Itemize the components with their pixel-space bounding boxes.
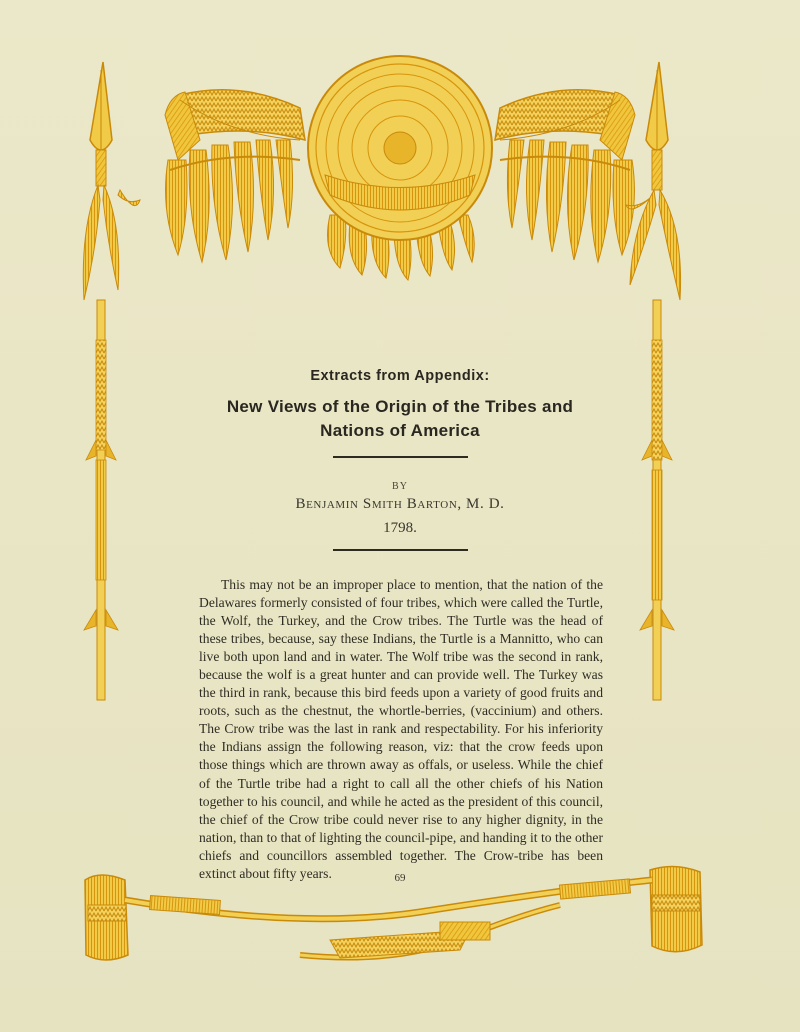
shield-and-headdress-illustration: [165, 56, 635, 280]
right-headdress: [495, 90, 635, 262]
round-shield: [308, 56, 492, 240]
divider-bottom: [333, 549, 468, 551]
page-title: [200, 395, 600, 443]
title-line-2: Nations of America: [320, 421, 480, 440]
body-paragraph: This may not be an improper place to mention, that the nation of the Delawares formerly consisted of four tribes, which were called the Turtle, the Wolf, the Turkey, and the Crow tribes. The Turtle was the head of these tribes, because, say these Indians, the Turtle is a Mannitto, who can live both upon land and in water. The Wolf tribe was the second in rank, because the wolf is a great hunter and can provide well. The Turkey was the third in rank, because this bird feeds upon a variety of good fruits and roots, such as the chestnut, the whortle-berries, (vaccinium) and others. The Crow tribe was the last in rank and respectability. For his inferiority the Indians assign the following reason, viz: that the crow feeds upon those things which are thrown away as offals, or useless. While the chief of the Turtle tribe had a right to call all the other chiefs of his Nation together to his council, and while he acted as the president of this council, the chief of the Crow tribe could never rise to any higher dignity, in the nation, than to that of lighting the council-pipe, and handing it to the other chiefs and councillors assembled together. The Crow-tribe has been extinct about fifty years.: [199, 577, 603, 881]
publication-year: 1798.: [383, 520, 417, 536]
header-label: Extracts from Appendix:: [310, 368, 490, 384]
left-headdress: [165, 90, 305, 262]
author-name: Benjamin Smith Barton, M. D.: [295, 496, 505, 512]
page-number: 69: [394, 872, 406, 884]
by-label: BY: [392, 481, 408, 492]
divider-top: [333, 456, 468, 458]
body-text: [199, 576, 603, 883]
title-line-1: New Views of the Origin of the Tribes and: [226, 397, 574, 416]
